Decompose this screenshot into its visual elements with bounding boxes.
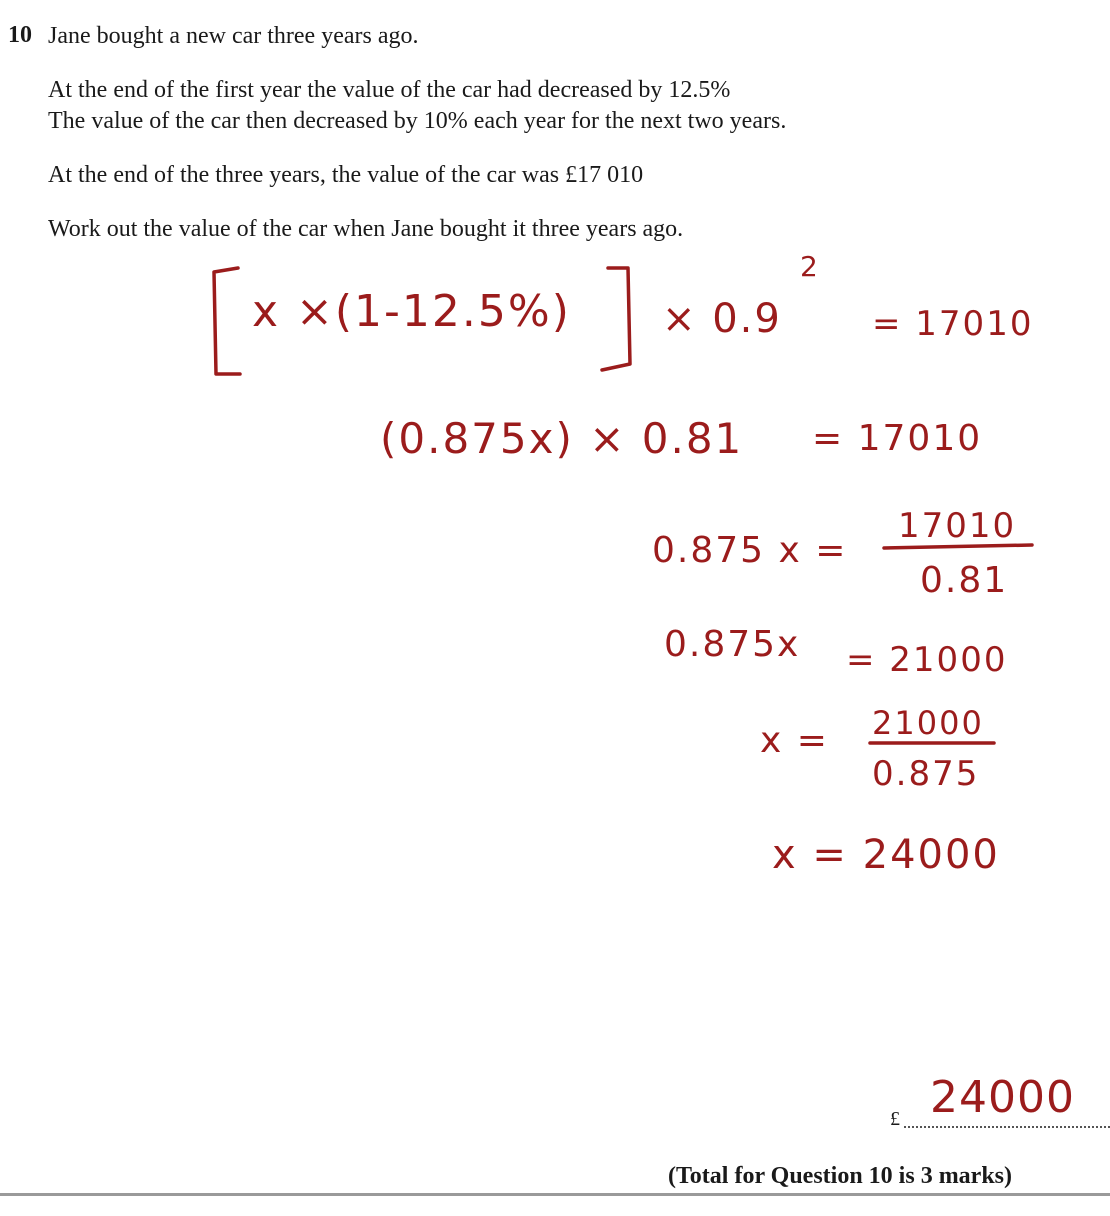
question-number: 10 (8, 22, 32, 48)
working-step1-mult: × 0.9 (662, 296, 782, 342)
question-line-2: The value of the car then decreased by 10% each year for the next two years. (48, 108, 787, 134)
question-intro: Jane bought a new car three years ago. (48, 23, 419, 49)
working-step1-lhs: x ×(1-12.5%) (252, 286, 571, 337)
working-step3-lhs: 0.875 x = (652, 530, 848, 571)
close-square-bracket (602, 268, 630, 370)
working-step4-rhs: = 21000 (846, 640, 1008, 680)
answer-value: 24000 (930, 1072, 1075, 1123)
answer-line (904, 1126, 1110, 1128)
working-step1-rhs: = 17010 (872, 304, 1034, 344)
working-step2-rhs: = 17010 (812, 418, 983, 459)
question-line-3: At the end of the three years, the value of the car was £17 010 (48, 162, 644, 188)
bottom-rule (0, 1193, 1110, 1196)
question-line-1: At the end of the first year the value of the car had decreased by 12.5% (48, 77, 731, 103)
working-step6: x = 24000 (772, 832, 1000, 878)
total-marks: (Total for Question 10 is 3 marks) (668, 1163, 1013, 1189)
working-step5-denominator: 0.875 (872, 754, 980, 794)
answer-currency: £ (890, 1108, 900, 1130)
working-step5-lhs: x = (760, 720, 829, 761)
question-instruction: Work out the value of the car when Jane bought it three years ago. (48, 216, 684, 242)
open-square-bracket (214, 268, 240, 374)
working-step3-numerator: 17010 (898, 506, 1017, 546)
working-step3-denominator: 0.81 (920, 560, 1009, 601)
working-step4-lhs: 0.875x (664, 624, 801, 665)
working-step5-numerator: 21000 (872, 704, 984, 742)
working-step2-lhs: (0.875x) × 0.81 (380, 414, 744, 463)
working-step1-exponent: 2 (800, 250, 820, 283)
